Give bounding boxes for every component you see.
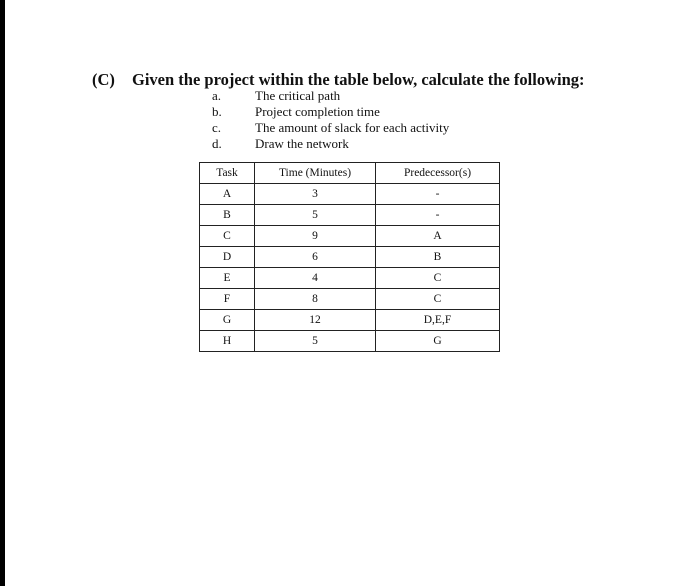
cell-task: E	[200, 268, 255, 289]
cell-predecessor: A	[376, 226, 500, 247]
cell-predecessor: D,E,F	[376, 310, 500, 331]
list-item-text: The critical path	[255, 88, 341, 103]
question-text: Given the project within the table below, calculate the following:	[132, 70, 585, 89]
cell-task: F	[200, 289, 255, 310]
task-table	[199, 162, 500, 352]
cell-task: D	[200, 247, 255, 268]
list-item-letter: a.	[212, 88, 222, 103]
cell-task: B	[200, 205, 255, 226]
question-items-list	[212, 88, 449, 152]
table-row	[200, 226, 500, 247]
cell-task: G	[200, 310, 255, 331]
cell-task: H	[200, 331, 255, 352]
table-row	[200, 268, 500, 289]
cell-time: 4	[255, 268, 376, 289]
cell-time: 5	[255, 331, 376, 352]
question-heading	[92, 70, 585, 90]
list-item-text: Draw the network	[255, 136, 349, 151]
header-task: Task	[200, 163, 255, 184]
list-item	[212, 88, 449, 104]
list-item-text: The amount of slack for each activity	[255, 120, 450, 135]
cell-time: 9	[255, 226, 376, 247]
cell-predecessor: -	[376, 184, 500, 205]
table-row	[200, 247, 500, 268]
list-item-letter: d.	[212, 136, 222, 151]
page-left-border	[0, 0, 5, 586]
list-item-text: Project completion time	[255, 104, 380, 119]
table-row	[200, 331, 500, 352]
cell-time: 6	[255, 247, 376, 268]
cell-time: 12	[255, 310, 376, 331]
list-item	[212, 120, 449, 136]
cell-predecessor: G	[376, 331, 500, 352]
list-item-letter: c.	[212, 120, 222, 135]
list-item	[212, 104, 449, 120]
table-row	[200, 205, 500, 226]
header-time: Time (Minutes)	[255, 163, 376, 184]
cell-predecessor: B	[376, 247, 500, 268]
question-label: (C)	[92, 70, 115, 89]
cell-predecessor: -	[376, 205, 500, 226]
table-row	[200, 184, 500, 205]
table-row	[200, 310, 500, 331]
cell-task: A	[200, 184, 255, 205]
cell-predecessor: C	[376, 268, 500, 289]
cell-time: 5	[255, 205, 376, 226]
list-item	[212, 136, 449, 152]
list-item-letter: b.	[212, 104, 222, 119]
header-predecessors: Predecessor(s)	[376, 163, 500, 184]
table-header-row	[200, 163, 500, 184]
cell-predecessor: C	[376, 289, 500, 310]
cell-time: 3	[255, 184, 376, 205]
cell-task: C	[200, 226, 255, 247]
cell-time: 8	[255, 289, 376, 310]
table-row	[200, 289, 500, 310]
